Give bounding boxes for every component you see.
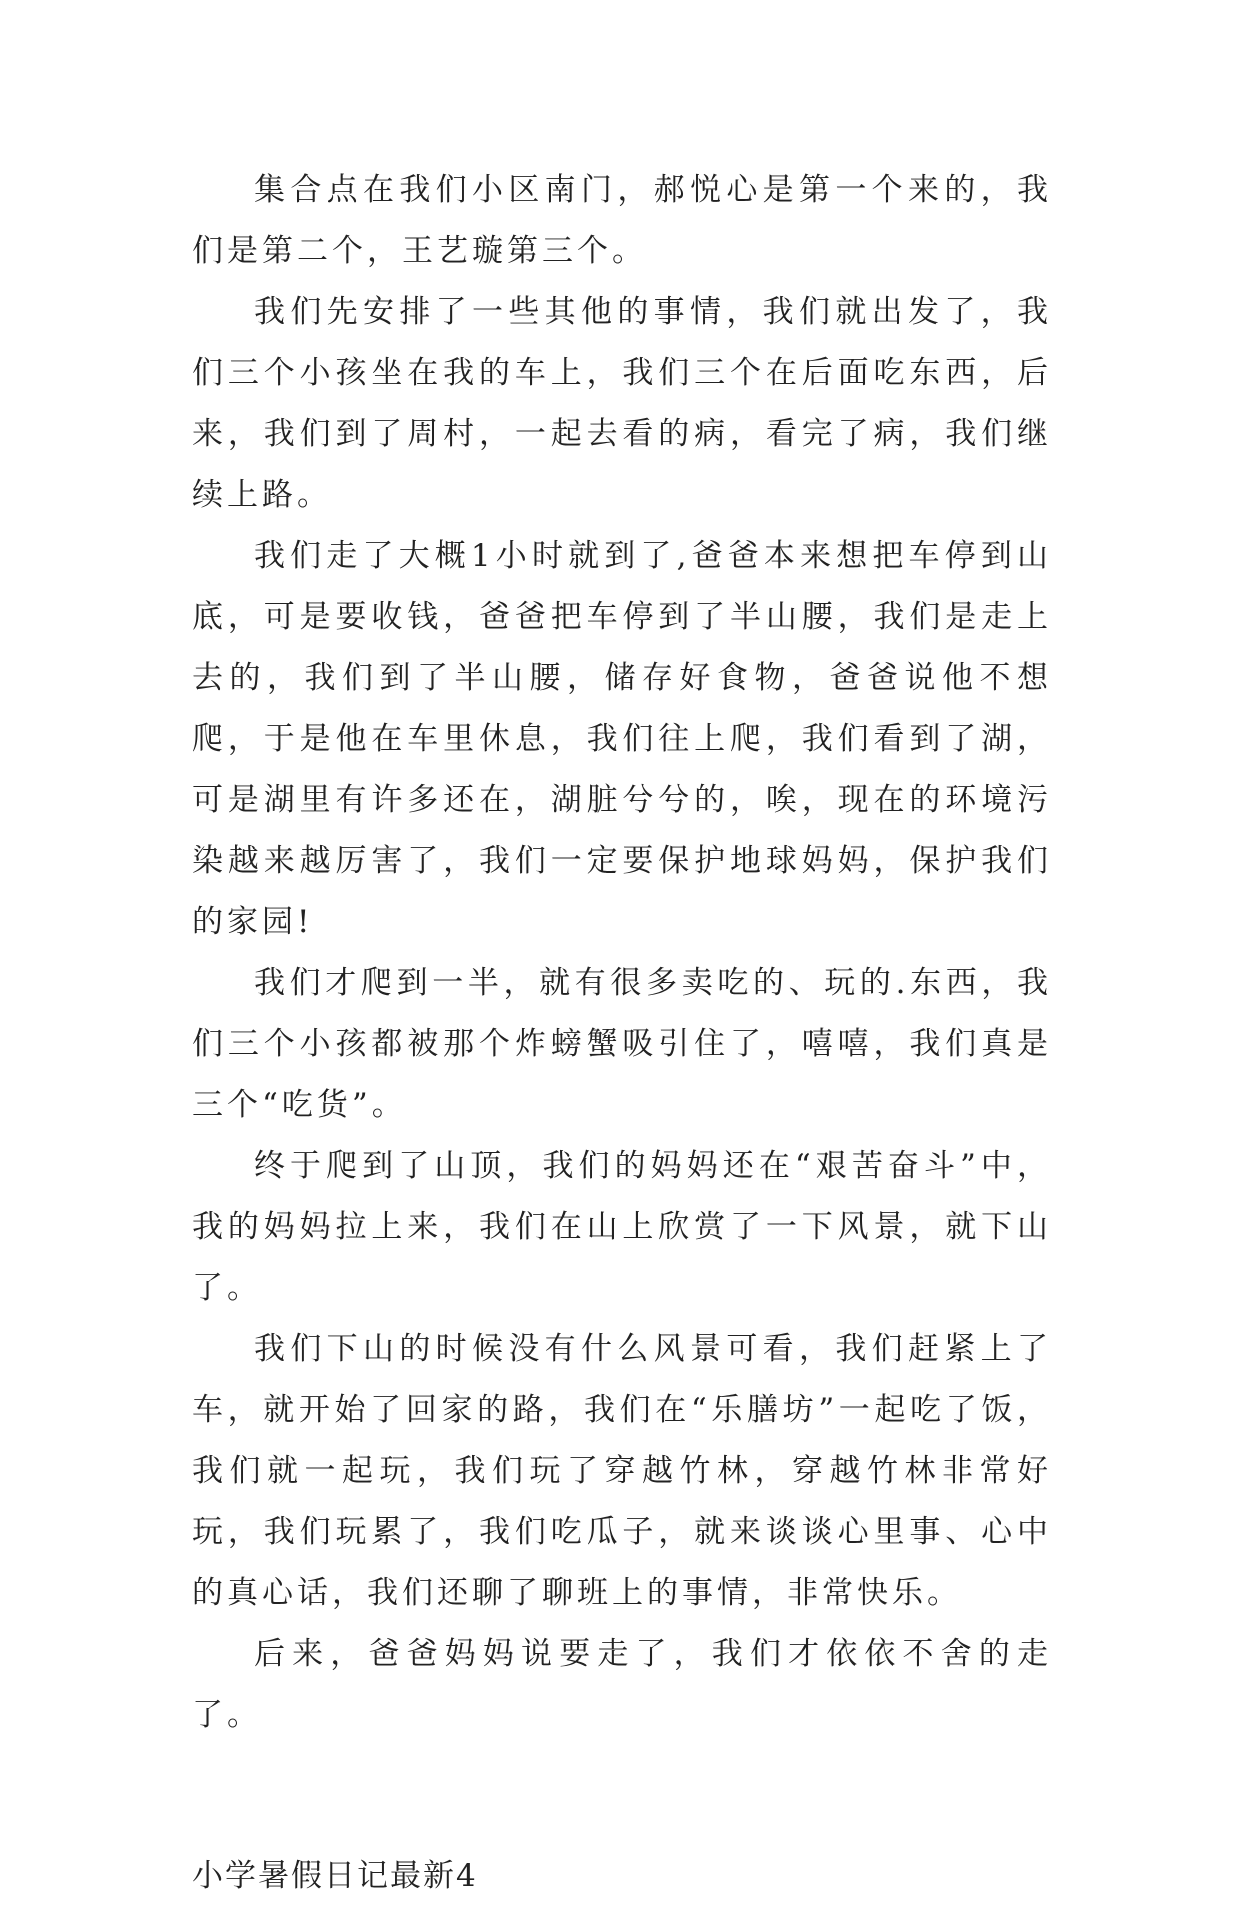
paragraph-2: 我们先安排了一些其他的事情，我们就出发了，我们三个小孩坐在我的车上，我们三个在后面吃东西，后来，我们到了周村，一起去看的病，看完了病，我们继续上路。 — [192, 294, 1052, 513]
paragraph-3: 我们走了大概1小时就到了,爸爸本来想把车停到山底，可是要收钱，爸爸把车停到了半山腰，我们是走上去的，我们到了半山腰，储存好食物，爸爸说他不想爬，于是他在车里休息，我们往上爬，我们看到了湖，可是湖里有许多还在，湖脏兮兮的，唉，现在的环境污染越来越厉害了，我们一定要保护地球妈妈，保护我们的家园! — [192, 538, 1052, 940]
document-page — [192, 160, 1052, 1907]
paragraph-1: 集合点在我们小区南门，郝悦心是第一个来的，我们是第二个，王艺璇第三个。 — [192, 172, 1052, 269]
paragraph-4: 我们才爬到一半，就有很多卖吃的、玩的.东西，我们三个小孩都被那个炸螃蟹吸引住了，嘻嘻，我们真是三个“吃货”。 — [192, 965, 1052, 1123]
paragraph-5: 终于爬到了山顶，我们的妈妈还在“艰苦奋斗”中，我的妈妈拉上来，我们在山上欣赏了一下风景，就下山了。 — [192, 1148, 1052, 1306]
paragraph-6: 我们下山的时候没有什么风景可看，我们赶紧上了车，就开始了回家的路，我们在“乐膳坊”一起吃了饭，我们就一起玩，我们玩了穿越竹林，穿越竹林非常好玩，我们玩累了，我们吃瓜子，就来谈谈心里事、心中的真心话，我们还聊了聊班上的事情，非常快乐。 — [192, 1331, 1052, 1611]
section-heading: 小学暑假日记最新4 — [192, 1858, 478, 1894]
paragraph-7: 后来，爸爸妈妈说要走了，我们才依依不舍的走了。 — [192, 1636, 1052, 1733]
